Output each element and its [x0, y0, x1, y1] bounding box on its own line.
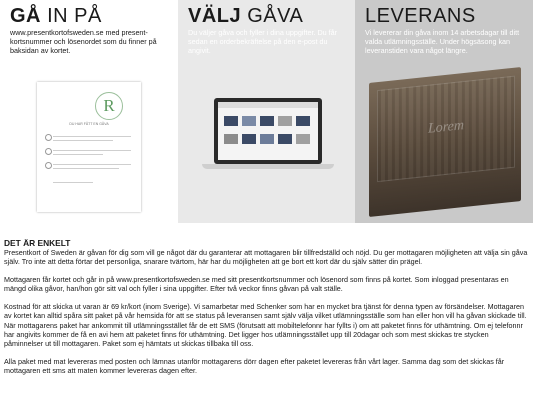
step-choose-heading-light: GÅVA: [247, 5, 304, 27]
letter-line: [53, 182, 93, 183]
step-delivery-heading: [365, 4, 476, 28]
step-login-text: www.presentkortofsweden.se med present-kortsnummer och lösenordet som du finner på baksidan av kortet.: [10, 28, 157, 56]
product-thumb: [260, 116, 274, 126]
letter-bullet: [45, 162, 52, 169]
step-choose-heading: [188, 4, 303, 28]
laptop-illustration: [214, 98, 322, 164]
product-thumb: [242, 134, 256, 144]
laptop-base: [202, 164, 334, 169]
letter-line: [53, 136, 131, 137]
step-login-heading-light: IN PÅ: [47, 5, 102, 27]
letter-bullet: [45, 134, 52, 141]
product-thumb: [278, 134, 292, 144]
product-thumb: [296, 116, 310, 126]
step-choose-text: Du väljer gåva och fyller i dina uppgifter. Du får sedan en orderbekräftelse på den e-post du angivit.: [188, 28, 338, 56]
letter-title: DU HAR FÅTT EN GÅVA: [69, 122, 109, 126]
step-choose-gift: [178, 0, 355, 223]
article-paragraph-4: Alla paket med mat levereras med posten och lämnas utanför mottagarens dörr dagen efter paketet levereras från vårt lager. Samma dag som det skickas får mottagaren ett sms att maten kommer levereras dagen efter.: [4, 356, 505, 375]
letter-illustration: [37, 82, 141, 212]
product-thumb: [224, 134, 238, 144]
letter-line: [53, 154, 103, 155]
step-login: [0, 0, 178, 223]
info-article: [4, 238, 529, 384]
step-delivery: [355, 0, 533, 223]
product-thumb: [242, 116, 256, 126]
product-thumb: [278, 116, 292, 126]
letter-line: [53, 164, 131, 165]
article-paragraph-2: Mottagaren får kortet och går in på www.presentkortofsweden.se med sitt presentkortsnummer och lösenord som finns på kortet. Som inloggad presentaras en mängd olika gåvor, han/hon gör sitt val och fyller i sina uppgifter. Efter två veckor finns gåvan på valt ställe.: [4, 275, 509, 294]
laptop-display: [218, 102, 318, 160]
letter-line: [53, 168, 119, 169]
step-choose-heading-bold: VÄLJ: [188, 5, 242, 27]
letter-bullet: [45, 148, 52, 155]
step-delivery-heading-light: LEVERANS: [365, 5, 476, 27]
site-header-bar: [218, 102, 318, 108]
step-login-heading-bold: GÅ: [10, 5, 41, 27]
product-thumb: [224, 116, 238, 126]
article-paragraph-1: Presentkort of Sweden är gåvan för dig som vill ge något där du garanterar att mottagaren blir tillfredställd och nöjd. Du ger mottagaren möjligheten att välja sin gåva själv. Tro inte att detta förtar det personliga, snarare tvärtom, här har du möjligheten att ge bort ett kort där du själv sätter din prägel.: [4, 248, 528, 267]
product-thumb: [260, 134, 274, 144]
step-delivery-text: Vi levererar din gåva inom 14 arbetsdagar till ditt valda utlämningsställe. Under högsäsong kan leveranstiden vara något längre.: [365, 28, 520, 56]
box-logo: Lorem: [427, 118, 465, 137]
letter-line: [53, 150, 131, 151]
product-thumb: [296, 134, 310, 144]
article-paragraph-3: Kostnad för att skicka ut varan är 69 kr/kort (inom Sverige). Vi samarbetar med Schenker som har en mycket bra tjänst för denna typen av försändelser. Mottagaren av kortet kan alltid spåra sitt paket på vår hemsida för att se status på leveransen samt själv välja vilket utlämningsställe som han eller hon vill ha gåvan skickade till. När mottagarens paket har ankommit till utlämningsstället får de ett SMS (förutsatt att mobiltelefonnr har fyllts i) om att paketet finns för uthämtning. Om ej telefonnr har angivits kommer de få en avi hem att paketet finns för uthämtning. Det ligger hos utlämningsstället upp till 20dagar och som mest skickas tre stycken påminnelser ut till mottagaren. Paket som ej hämtats ut skickas tillbaka till oss.: [4, 302, 527, 348]
stamp-logo: R: [95, 92, 123, 120]
box-lid: [377, 76, 515, 183]
step-login-heading: [10, 4, 102, 28]
letter-line: [53, 140, 113, 141]
wooden-box-illustration: [369, 67, 521, 217]
article-heading: DET ÄR ENKELT: [4, 238, 71, 248]
